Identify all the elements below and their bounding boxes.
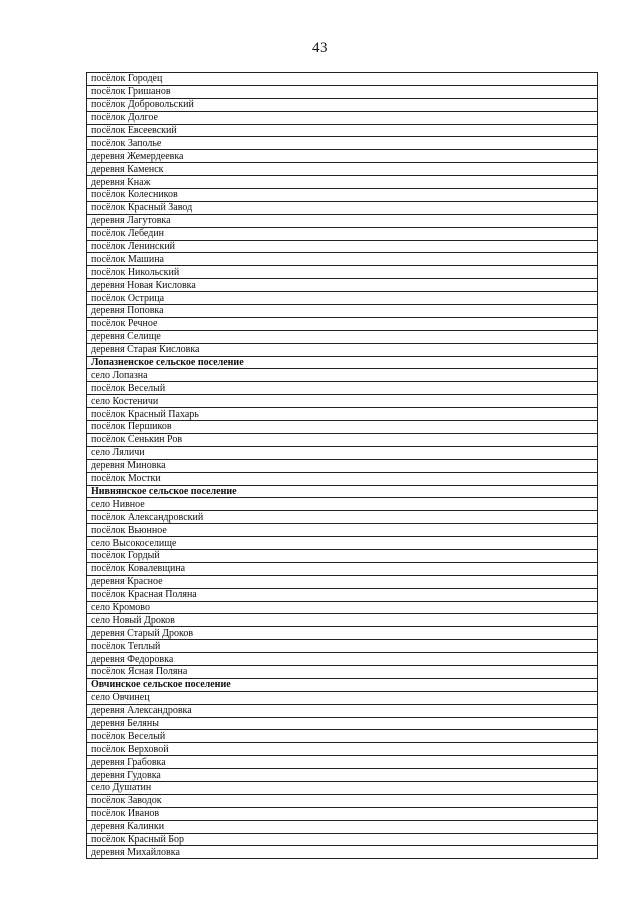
table-row [87, 459, 598, 472]
settlement-name-cell: посёлок Гордый [87, 549, 598, 562]
table-row [87, 124, 598, 137]
settlement-name-cell: деревня Калинки [87, 820, 598, 833]
settlement-name-cell: село Душатин [87, 781, 598, 794]
table-row [87, 562, 598, 575]
section-header-row [87, 356, 598, 369]
table-row [87, 111, 598, 124]
table-row [87, 769, 598, 782]
table-row [87, 317, 598, 330]
settlement-name-cell: деревня Жемердеевка [87, 150, 598, 163]
settlement-name-cell: деревня Беляны [87, 717, 598, 730]
table-row [87, 549, 598, 562]
table-row [87, 588, 598, 601]
table-row [87, 820, 598, 833]
table-row [87, 98, 598, 111]
table-row [87, 730, 598, 743]
settlement-name-cell: посёлок Речное [87, 317, 598, 330]
table-row [87, 421, 598, 434]
settlement-name-cell: деревня Красное [87, 575, 598, 588]
settlement-name-cell: посёлок Ковалевщина [87, 562, 598, 575]
table-row [87, 137, 598, 150]
table-row [87, 498, 598, 511]
settlement-table [86, 72, 598, 859]
table-row [87, 73, 598, 86]
settlement-name-cell: посёлок Верховой [87, 743, 598, 756]
table-row [87, 382, 598, 395]
settlement-name-cell: посёлок Никольский [87, 266, 598, 279]
table-row [87, 369, 598, 382]
table-row [87, 627, 598, 640]
table-row [87, 601, 598, 614]
settlement-name-cell: село Кромово [87, 601, 598, 614]
table-row [87, 266, 598, 279]
settlement-name-cell: деревня Новая Кисловка [87, 279, 598, 292]
table-row [87, 343, 598, 356]
table-row [87, 665, 598, 678]
table-row [87, 305, 598, 318]
settlement-name-cell: посёлок Ясная Поляна [87, 665, 598, 678]
settlement-name-cell: село Костеничи [87, 395, 598, 408]
settlement-name-cell: деревня Селище [87, 330, 598, 343]
table-row [87, 781, 598, 794]
settlement-name-cell: деревня Миновка [87, 459, 598, 472]
table-row [87, 794, 598, 807]
table-row [87, 253, 598, 266]
settlement-name-cell: посёлок Теплый [87, 640, 598, 653]
settlement-name-cell: посёлок Вьюнное [87, 524, 598, 537]
section-header-row [87, 678, 598, 691]
table-row [87, 717, 598, 730]
settlement-name-cell: посёлок Долгое [87, 111, 598, 124]
settlement-name-cell: деревня Александровка [87, 704, 598, 717]
table-row [87, 292, 598, 305]
settlement-name-cell: посёлок Сенькин Ров [87, 433, 598, 446]
section-header-row [87, 485, 598, 498]
settlement-name-cell: деревня Каменск [87, 163, 598, 176]
table-row [87, 189, 598, 202]
settlement-name-cell: посёлок Машина [87, 253, 598, 266]
table-row [87, 446, 598, 459]
table-row [87, 240, 598, 253]
settlement-name-cell: посёлок Гришанов [87, 85, 598, 98]
settlement-name-cell: посёлок Острица [87, 292, 598, 305]
table-row [87, 756, 598, 769]
table-row [87, 704, 598, 717]
table-row [87, 472, 598, 485]
table-row [87, 395, 598, 408]
table-row [87, 575, 598, 588]
settlement-name-cell: село Новый Дроков [87, 614, 598, 627]
settlement-name-cell: посёлок Заводок [87, 794, 598, 807]
settlement-name-cell: посёлок Иванов [87, 807, 598, 820]
table-row [87, 176, 598, 189]
table-row [87, 614, 598, 627]
table-row [87, 537, 598, 550]
page-number: 43 [312, 40, 328, 56]
table-row [87, 433, 598, 446]
table-row [87, 150, 598, 163]
table-row [87, 201, 598, 214]
settlement-name-cell: посёлок Ленинский [87, 240, 598, 253]
settlement-name-cell: деревня Федоровка [87, 653, 598, 666]
settlement-name-cell: деревня Грабовка [87, 756, 598, 769]
table-row [87, 511, 598, 524]
settlement-name-cell: село Овчинец [87, 691, 598, 704]
settlement-name-cell: посёлок Красный Бор [87, 833, 598, 846]
table-row [87, 163, 598, 176]
table-row [87, 743, 598, 756]
table-row [87, 807, 598, 820]
settlement-name-cell: село Нивное [87, 498, 598, 511]
settlement-name-cell: село Высокоселище [87, 537, 598, 550]
settlement-name-cell: посёлок Евсеевский [87, 124, 598, 137]
table-row [87, 279, 598, 292]
settlement-name-cell: село Ляличи [87, 446, 598, 459]
table-row [87, 833, 598, 846]
settlement-name-cell: деревня Старый Дроков [87, 627, 598, 640]
section-header-cell: Лопазненское сельское поселение [87, 356, 598, 369]
settlement-name-cell: посёлок Лебедин [87, 227, 598, 240]
table-row [87, 653, 598, 666]
settlement-name-cell: посёлок Веселый [87, 730, 598, 743]
settlement-name-cell: деревня Лагутовка [87, 214, 598, 227]
settlement-name-cell: посёлок Добровольский [87, 98, 598, 111]
section-header-cell: Нивнянское сельское поселение [87, 485, 598, 498]
settlement-name-cell: посёлок Городец [87, 73, 598, 86]
settlement-name-cell: деревня Поповка [87, 305, 598, 318]
table-row [87, 85, 598, 98]
table-row [87, 408, 598, 421]
table-row [87, 227, 598, 240]
section-header-cell: Овчинское сельское поселение [87, 678, 598, 691]
settlement-name-cell: посёлок Першиков [87, 421, 598, 434]
settlement-name-cell: посёлок Мостки [87, 472, 598, 485]
settlement-name-cell: село Лопазна [87, 369, 598, 382]
table-row [87, 524, 598, 537]
settlement-name-cell: посёлок Колесников [87, 189, 598, 202]
settlement-name-cell: посёлок Красный Завод [87, 201, 598, 214]
settlement-name-cell: посёлок Красная Поляна [87, 588, 598, 601]
settlement-name-cell: деревня Михайловка [87, 846, 598, 859]
table-row [87, 214, 598, 227]
table-row [87, 691, 598, 704]
table-row [87, 640, 598, 653]
table-row [87, 846, 598, 859]
settlement-name-cell: посёлок Александровский [87, 511, 598, 524]
settlement-name-cell: посёлок Красный Пахарь [87, 408, 598, 421]
settlement-name-cell: деревня Кнаж [87, 176, 598, 189]
settlement-name-cell: деревня Гудовка [87, 769, 598, 782]
settlement-name-cell: деревня Старая Кисловка [87, 343, 598, 356]
settlement-name-cell: посёлок Веселый [87, 382, 598, 395]
table-body [87, 73, 598, 859]
settlement-name-cell: посёлок Заполье [87, 137, 598, 150]
table-row [87, 330, 598, 343]
